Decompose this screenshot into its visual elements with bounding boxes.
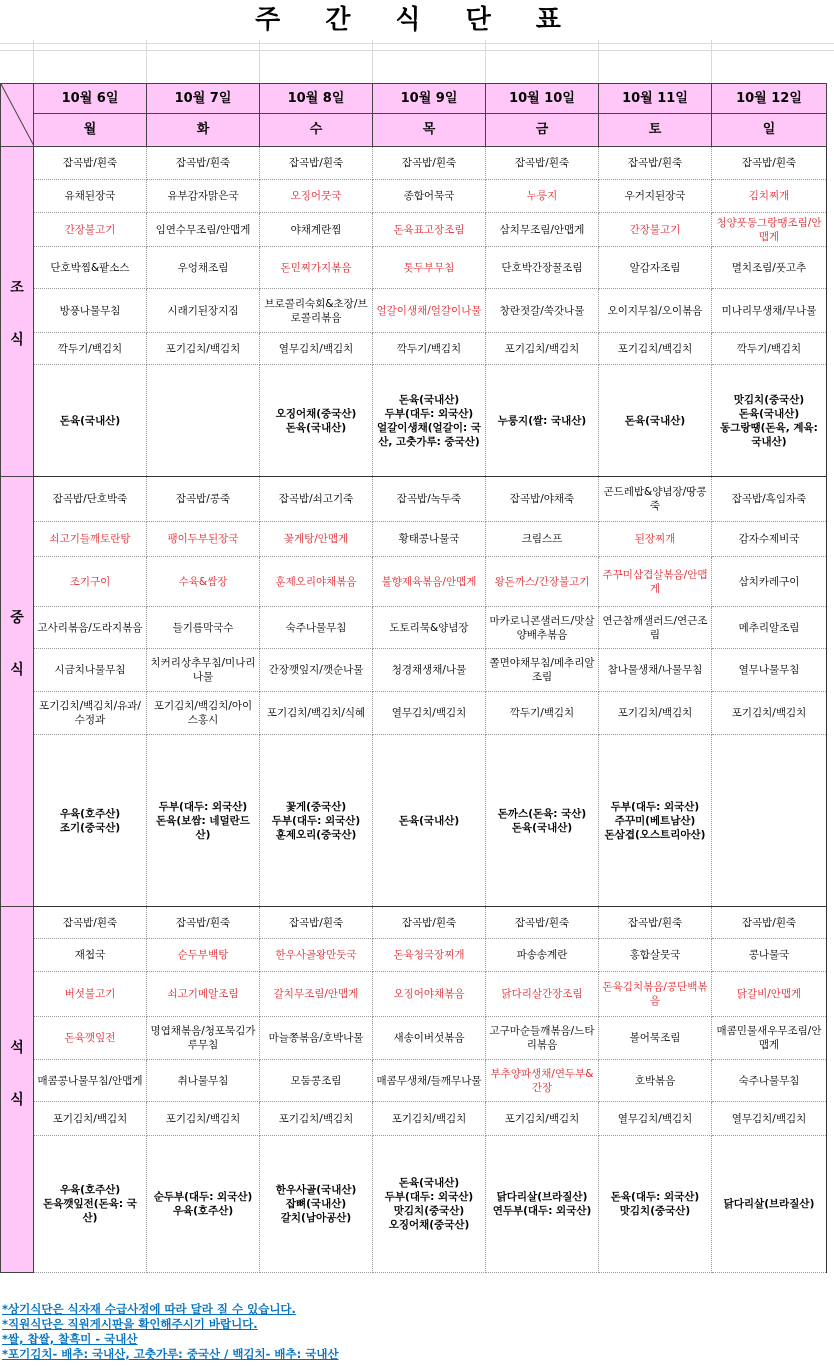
menu-item-cell: 깍두기/백김치 xyxy=(373,333,486,365)
menu-item-cell: 조기구이 xyxy=(34,557,147,607)
menu-item-cell: 시래기된장지짐 xyxy=(147,289,260,333)
menu-item-cell: 불향제육볶음/안맵게 xyxy=(373,557,486,607)
menu-item-cell: 포기김치/백김치 xyxy=(373,1102,486,1136)
menu-item-cell: 포기김치/백김치 xyxy=(599,692,712,735)
menu-item-cell: 잡곡밥/흰죽 xyxy=(599,907,712,939)
menu-item-cell: 콩나물국 xyxy=(712,939,827,972)
menu-item-cell: 잡곡밥/흰죽 xyxy=(34,907,147,939)
menu-item-cell: 들기름막국수 xyxy=(147,607,260,649)
page-title: 주 간 식 단 표 xyxy=(255,5,579,35)
menu-item-cell: 깍두기/백김치 xyxy=(34,333,147,365)
menu-item-cell: 포기김치/백김치/아이스홍시 xyxy=(147,692,260,735)
menu-item-cell: 포기김치/백김치 xyxy=(34,1102,147,1136)
menu-item-cell: 쇠고기들깨토란탕 xyxy=(34,522,147,557)
menu-item-cell: 돈민찌가지볶음 xyxy=(260,247,373,289)
menu-item-cell: 부추양파생채/연두부&간장 xyxy=(486,1060,599,1102)
menu-item-cell: 마카로니콘샐러드/맛살양배추볶음 xyxy=(486,607,599,649)
menu-item-cell: 우엉채조림 xyxy=(147,247,260,289)
day-header: 목 xyxy=(373,114,486,147)
menu-item-cell: 잡곡밥/흰죽 xyxy=(599,147,712,180)
menu-item-cell: 새송이버섯볶음 xyxy=(373,1017,486,1060)
meal-section-label xyxy=(1,147,34,477)
menu-item-cell: 크림스프 xyxy=(486,522,599,557)
menu-item-cell: 포기김치/백김치 xyxy=(147,1102,260,1136)
origin-info-cell: 누룽지(쌀: 국내산) xyxy=(486,365,599,477)
menu-item-cell: 열무나물무침 xyxy=(712,649,827,692)
menu-item-cell: 매콤콩나물무침/안맵게 xyxy=(34,1060,147,1102)
menu-item-cell: 잡곡밥/흰죽 xyxy=(712,147,827,180)
menu-item-cell: 유부감자맑은국 xyxy=(147,180,260,213)
menu-item-cell: 돈육김치볶음/콩단백볶음 xyxy=(599,972,712,1017)
menu-item-cell: 포기김치/백김치/식혜 xyxy=(260,692,373,735)
origin-info-cell: 두부(대두: 외국산) 돈육(보쌈: 네덜란드산) xyxy=(147,735,260,907)
meal-section-name: 조 식 xyxy=(10,280,24,348)
origin-info-cell: 돈까스(돈육: 국산) 돈육(국내산) xyxy=(486,735,599,907)
date-header: 10월 6일 xyxy=(34,84,147,114)
origin-info-cell: 순두부(대두: 외국산) 우육(호주산) xyxy=(147,1136,260,1273)
menu-item-cell: 잡곡밥/흰죽 xyxy=(373,907,486,939)
menu-item-cell: 포기김치/백김치 xyxy=(486,333,599,365)
menu-item-cell: 돈육깻잎전 xyxy=(34,1017,147,1060)
menu-item-cell: 매콤민물새우무조림/안맵게 xyxy=(712,1017,827,1060)
menu-item-cell: 잡곡밥/흑임자죽 xyxy=(712,477,827,522)
menu-item-cell: 잡곡밥/흰죽 xyxy=(712,907,827,939)
menu-item-cell: 파송송계란 xyxy=(486,939,599,972)
menu-item-cell: 종합어묵국 xyxy=(373,180,486,213)
day-header: 화 xyxy=(147,114,260,147)
origin-info-cell: 두부(대두: 외국산) 주꾸미(베트남산) 돈삼겹(오스트리아산) xyxy=(599,735,712,907)
origin-info-cell: 우육(호주산) 조기(중국산) xyxy=(34,735,147,907)
corner-cell xyxy=(1,84,34,147)
day-header: 토 xyxy=(599,114,712,147)
menu-item-cell: 볼어묵조림 xyxy=(599,1017,712,1060)
menu-item-cell: 톳두부무침 xyxy=(373,247,486,289)
menu-item-cell: 잡곡밥/흰죽 xyxy=(373,147,486,180)
menu-item-cell: 돈육청국장찌개 xyxy=(373,939,486,972)
menu-item-cell: 간장깻잎지/깻순나물 xyxy=(260,649,373,692)
menu-item-cell: 누룽지 xyxy=(486,180,599,213)
menu-item-cell: 쫄면야채무침/메추리알조림 xyxy=(486,649,599,692)
menu-item-cell: 야채계란찜 xyxy=(260,213,373,247)
menu-item-cell: 도토리묵&양념장 xyxy=(373,607,486,649)
menu-item-cell: 잡곡밥/흰죽 xyxy=(486,147,599,180)
menu-item-cell: 갈치무조림/안맵게 xyxy=(260,972,373,1017)
day-header: 월 xyxy=(34,114,147,147)
menu-item-cell: 간장불고기 xyxy=(599,213,712,247)
menu-item-cell: 포기김치/백김치 xyxy=(599,333,712,365)
menu-item-cell: 훈제오리야채볶음 xyxy=(260,557,373,607)
menu-item-cell: 임연수무조림/안맵게 xyxy=(147,213,260,247)
menu-item-cell: 잡곡밥/녹두죽 xyxy=(373,477,486,522)
meal-section-name: 중 식 xyxy=(10,610,24,678)
menu-item-cell: 알감자조림 xyxy=(599,247,712,289)
menu-item-cell: 마늘쫑볶음/호박나물 xyxy=(260,1017,373,1060)
menu-item-cell: 시금치나물무침 xyxy=(34,649,147,692)
menu-item-cell: 잡곡밥/흰죽 xyxy=(147,907,260,939)
menu-item-cell: 재첩국 xyxy=(34,939,147,972)
menu-item-cell: 황태콩나물국 xyxy=(373,522,486,557)
menu-item-cell: 열무김치/백김치 xyxy=(599,1102,712,1136)
menu-item-cell: 김치찌개 xyxy=(712,180,827,213)
note-line: *직원식단은 직원게시판을 확인해주시기 바랍니다. xyxy=(2,1317,258,1331)
menu-item-cell: 순두부백탕 xyxy=(147,939,260,972)
menu-item-cell: 홍합살뭇국 xyxy=(599,939,712,972)
menu-item-cell: 청양풋동그랑땡조림/안맵게 xyxy=(712,213,827,247)
menu-item-cell: 잡곡밥/흰죽 xyxy=(147,147,260,180)
menu-item-cell: 된장찌개 xyxy=(599,522,712,557)
menu-item-cell: 잡곡밥/콩죽 xyxy=(147,477,260,522)
menu-item-cell: 청경채생채/나물 xyxy=(373,649,486,692)
menu-item-cell: 잡곡밥/흰죽 xyxy=(34,147,147,180)
menu-item-cell: 열무김치/백김치 xyxy=(373,692,486,735)
menu-item-cell: 잡곡밥/단호박죽 xyxy=(34,477,147,522)
menu-item-cell: 연근참깨샐러드/연근조림 xyxy=(599,607,712,649)
origin-info-cell: 닭다리살(브라질산) xyxy=(712,1136,827,1273)
menu-item-cell: 명엽채볶음/청포묵김가루무침 xyxy=(147,1017,260,1060)
menu-item-cell: 오징어야채볶음 xyxy=(373,972,486,1017)
menu-item-cell: 잡곡밥/야채죽 xyxy=(486,477,599,522)
menu-item-cell: 포기김치/백김치 xyxy=(147,333,260,365)
menu-item-cell: 얼갈이생채/얼갈이나물 xyxy=(373,289,486,333)
menu-item-cell: 유채된장국 xyxy=(34,180,147,213)
menu-item-cell: 꽃게탕/안맵게 xyxy=(260,522,373,557)
menu-item-cell: 열무김치/백김치 xyxy=(260,333,373,365)
note-line: *포기김치- 배추: 국내산, 고춧가루: 중국산 / 백김치- 배추: 국내산 xyxy=(2,1347,339,1361)
origin-info-cell: 돈육(대두: 외국산) 맛김치(중국산) xyxy=(599,1136,712,1273)
menu-item-cell: 삼치카레구이 xyxy=(712,557,827,607)
note-line: *상기식단은 식자재 수급사정에 따라 달라 질 수 있습니다. xyxy=(2,1302,296,1316)
menu-item-cell: 포기김치/백김치 xyxy=(260,1102,373,1136)
origin-info-cell: 한우사골(국내산) 잡뼈(국내산) 갈치(남아공산) xyxy=(260,1136,373,1273)
menu-item-cell: 쇠고기메알조림 xyxy=(147,972,260,1017)
menu-item-cell: 포기김치/백김치 xyxy=(486,1102,599,1136)
menu-item-cell: 감자수제비국 xyxy=(712,522,827,557)
origin-info-cell: 돈육(국내산) xyxy=(373,735,486,907)
date-header: 10월 11일 xyxy=(599,84,712,114)
menu-item-cell: 브로콜리숙회&초장/브로콜리볶음 xyxy=(260,289,373,333)
day-header: 일 xyxy=(712,114,827,147)
origin-info-cell: 돈육(국내산) 두부(대두: 외국산) 얼갈이생채(얼갈이: 국산, 고춧가루: 중국산) xyxy=(373,365,486,477)
day-header: 수 xyxy=(260,114,373,147)
menu-item-cell: 포기김치/백김치/유과/수정과 xyxy=(34,692,147,735)
menu-item-cell: 닭갈비/안맵게 xyxy=(712,972,827,1017)
menu-item-cell: 미나리무생채/무나물 xyxy=(712,289,827,333)
meal-section-name: 석 식 xyxy=(10,1040,24,1108)
menu-item-cell: 깍두기/백김치 xyxy=(712,333,827,365)
menu-item-cell: 단호박찜&팥소스 xyxy=(34,247,147,289)
origin-info-cell: 우육(호주산) 돈육깻잎전(돈육: 국산) xyxy=(34,1136,147,1273)
menu-item-cell: 수육&쌈장 xyxy=(147,557,260,607)
date-header: 10월 9일 xyxy=(373,84,486,114)
meal-section-label xyxy=(1,907,34,1273)
menu-item-cell: 팽이두부된장국 xyxy=(147,522,260,557)
note-line: *쌀, 찹쌀, 찰흑미 - 국내산 xyxy=(2,1332,138,1346)
meal-section-label xyxy=(1,477,34,907)
menu-item-cell: 오이지무침/오이볶음 xyxy=(599,289,712,333)
menu-item-cell: 메추리알조림 xyxy=(712,607,827,649)
origin-info-cell xyxy=(147,365,260,477)
notes-section xyxy=(2,1302,832,1362)
menu-item-cell: 곤드레밥&양념장/땅콩죽 xyxy=(599,477,712,522)
menu-item-cell: 모둠콩조림 xyxy=(260,1060,373,1102)
menu-item-cell: 잡곡밥/흰죽 xyxy=(260,907,373,939)
menu-item-cell: 돈육표고장조림 xyxy=(373,213,486,247)
origin-info-cell: 꽃게(중국산) 두부(대두: 외국산) 훈제오리(중국산) xyxy=(260,735,373,907)
menu-item-cell: 참나물생채/나물무침 xyxy=(599,649,712,692)
menu-item-cell: 단호박간장꿀조림 xyxy=(486,247,599,289)
day-header: 금 xyxy=(486,114,599,147)
menu-item-cell: 간장불고기 xyxy=(34,213,147,247)
menu-item-cell: 잡곡밥/쇠고기죽 xyxy=(260,477,373,522)
menu-item-cell: 주꾸미삼겹살볶음/안맵게 xyxy=(599,557,712,607)
date-header: 10월 8일 xyxy=(260,84,373,114)
date-header: 10월 7일 xyxy=(147,84,260,114)
menu-item-cell: 매콤무생채/들깨무나물 xyxy=(373,1060,486,1102)
menu-item-cell: 삼치무조림/안맵게 xyxy=(486,213,599,247)
menu-item-cell: 포기김치/백김치 xyxy=(712,692,827,735)
menu-item-cell: 숙주나물무침 xyxy=(712,1060,827,1102)
origin-info-cell xyxy=(712,735,827,907)
spreadsheet-gridlines xyxy=(0,40,834,83)
menu-item-cell: 버섯불고기 xyxy=(34,972,147,1017)
menu-item-cell: 호박볶음 xyxy=(599,1060,712,1102)
menu-item-cell: 열무김치/백김치 xyxy=(712,1102,827,1136)
menu-item-cell: 잡곡밥/흰죽 xyxy=(260,147,373,180)
menu-item-cell: 고사리볶음/도라지볶음 xyxy=(34,607,147,649)
origin-info-cell: 오징어채(중국산) 돈육(국내산) xyxy=(260,365,373,477)
menu-item-cell: 우거지된장국 xyxy=(599,180,712,213)
weekly-menu-table xyxy=(0,83,827,1273)
menu-item-cell: 한우사골왕만둣국 xyxy=(260,939,373,972)
origin-info-cell: 돈육(국내산) 두부(대두: 외국산) 맛김치(중국산) 오징어채(중국산) xyxy=(373,1136,486,1273)
menu-item-cell: 멸치조림/풋고추 xyxy=(712,247,827,289)
origin-info-cell: 돈육(국내산) xyxy=(599,365,712,477)
date-header: 10월 12일 xyxy=(712,84,827,114)
menu-item-cell: 숙주나물무침 xyxy=(260,607,373,649)
origin-info-cell: 맛김치(중국산) 돈육(국내산) 동그랑땡(돈육, 계육: 국내산) xyxy=(712,365,827,477)
corner-diagonal xyxy=(1,84,34,146)
date-header: 10월 10일 xyxy=(486,84,599,114)
menu-item-cell: 창란젓갈/쑥갓나물 xyxy=(486,289,599,333)
origin-info-cell: 닭다리살(브라질산) 연두부(대두: 외국산) xyxy=(486,1136,599,1273)
menu-item-cell: 닭다리살간장조림 xyxy=(486,972,599,1017)
menu-item-cell: 방풍나물무침 xyxy=(34,289,147,333)
menu-item-cell: 깍두기/백김치 xyxy=(486,692,599,735)
origin-info-cell: 돈육(국내산) xyxy=(34,365,147,477)
menu-item-cell: 취나물무침 xyxy=(147,1060,260,1102)
menu-item-cell: 고구마순들깨볶음/느타리볶음 xyxy=(486,1017,599,1060)
menu-item-cell: 잡곡밥/흰죽 xyxy=(486,907,599,939)
menu-item-cell: 왕돈까스/간장불고기 xyxy=(486,557,599,607)
menu-item-cell: 오징어뭇국 xyxy=(260,180,373,213)
menu-item-cell: 치커리상추무침/미나리나물 xyxy=(147,649,260,692)
